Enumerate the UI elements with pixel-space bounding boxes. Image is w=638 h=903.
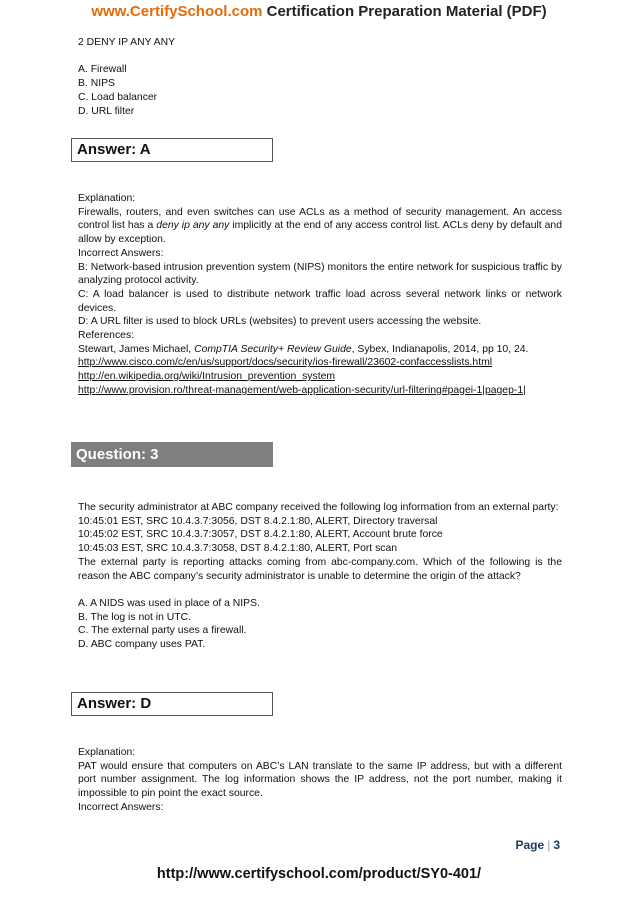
q2-expl-heading: Explanation: bbox=[78, 193, 136, 204]
q3-explanation bbox=[78, 746, 562, 815]
q3-heading-box bbox=[71, 442, 273, 467]
q3-expl-p1: PAT would ensure that computers on ABC’s LAN translate to the same IP address, but with a different port number assignment. The log information shows the IP address, not the port number, making it impossible to pin point the exact source. bbox=[78, 760, 562, 800]
q2-expl-d: D: A URL filter is used to block URLs (websites) to prevent users accessing the website. bbox=[78, 316, 482, 328]
q2-expl-p1: Firewalls, routers, and even switches can use ACLs as a method of security management. An access control list has a deny ip any any implicitly at the end of any access control list. ACLs deny by default and allow by exception. bbox=[78, 206, 562, 246]
q3-log-line-3: 10:45:03 EST, SRC 10.4.3.7:3058, DST 8.4.2.1:80, ALERT, Port scan bbox=[78, 543, 398, 555]
header-site[interactable]: www.CertifySchool.com bbox=[91, 3, 263, 20]
footer-url[interactable]: http://www.certifyschool.com/product/SY0-401/ bbox=[156, 866, 482, 882]
q2-answer-box bbox=[71, 138, 273, 162]
reference-link-provision[interactable]: http://www.provision.ro/threat-management/web-application-security/url-filtering#pagei-1|pagep-1| bbox=[78, 384, 526, 396]
q2-references-heading: References: bbox=[78, 330, 135, 342]
q3-intro: The security administrator at ABC company received the following log information from an external party: bbox=[78, 502, 559, 513]
deny-rule: deny ip any any bbox=[156, 220, 230, 232]
q3-heading: Question: 3 bbox=[76, 446, 159, 463]
q3-option-a: A. A NIDS was used in place of a NIPS. bbox=[78, 597, 260, 609]
q3-expl-heading: Explanation: bbox=[78, 747, 136, 758]
page-value: 3 bbox=[553, 838, 560, 852]
q2-option-c: C. Load balancer bbox=[78, 91, 158, 103]
q2-expl-b: B: Network-based intrusion prevention system (NIPS) monitors the entire network for suspicious traffic by analyzing protocol activity. bbox=[78, 261, 562, 287]
header-title: Certification Preparation Material (PDF) bbox=[262, 3, 547, 20]
q3-option-c: C. The external party uses a firewall. bbox=[78, 625, 247, 637]
q2-reference: Stewart, James Michael, CompTIA Security+ Review Guide, Sybex, Indianapolis, 2014, pp 10, 24. bbox=[78, 343, 529, 355]
q2-option-b: B. NIPS bbox=[78, 78, 115, 90]
q3-incorrect-heading: Incorrect Answers: bbox=[78, 801, 164, 813]
q2-explanation bbox=[78, 192, 562, 398]
q2-option-d: D. URL filter bbox=[78, 105, 135, 117]
q2-incorrect-heading: Incorrect Answers: bbox=[78, 247, 164, 259]
q3-answer-box bbox=[71, 692, 273, 716]
q3-log-line-1: 10:45:01 EST, SRC 10.4.3.7:3056, DST 8.4.2.1:80, ALERT, Directory traversal bbox=[78, 515, 438, 527]
q3-option-b: B. The log is not in UTC. bbox=[78, 611, 191, 623]
q3-option-d: D. ABC company uses PAT. bbox=[78, 639, 206, 651]
q2-option-a: A. Firewall bbox=[78, 64, 127, 76]
q2-expl-c: C: A load balancer is used to distribute network traffic load across several network links or network devices. bbox=[78, 288, 562, 314]
q2-answer: Answer: A bbox=[77, 141, 151, 158]
q3-log-line-2: 10:45:02 EST, SRC 10.4.3.7:3057, DST 8.4.2.1:80, ALERT, Account brute force bbox=[78, 529, 443, 541]
page-header bbox=[0, 3, 638, 20]
q2-options-block bbox=[78, 36, 562, 118]
q3-answer: Answer: D bbox=[77, 695, 152, 712]
q3-body bbox=[78, 501, 562, 652]
page-number bbox=[516, 838, 561, 852]
q3-question: The external party is reporting attacks coming from abc-company.com. Which of the following is the reason the ABC company’s security administrator is unable to determine the origin of the attack? bbox=[78, 556, 562, 582]
reference-link-wikipedia[interactable]: http://en.wikipedia.org/wiki/Intrusion_prevention_system bbox=[78, 371, 336, 383]
q2-tail: 2 DENY IP ANY ANY bbox=[78, 37, 176, 48]
page-separator: | bbox=[547, 838, 551, 852]
reference-link-cisco[interactable]: http://www.cisco.com/c/en/us/support/docs/security/ios-firewall/23602-confaccesslists.html bbox=[78, 357, 493, 369]
page-label: Page bbox=[515, 838, 545, 852]
